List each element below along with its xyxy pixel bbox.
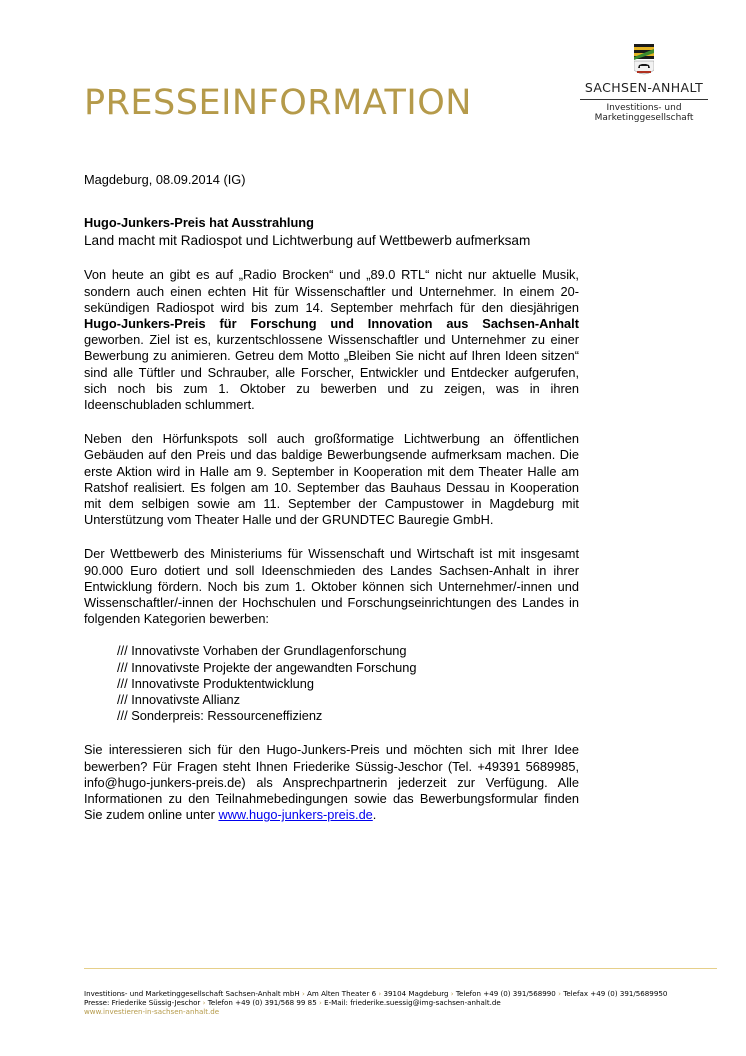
footer-divider	[84, 968, 717, 969]
prize-name: Hugo-Junkers-Preis für Forschung und Innovation aus Sachsen-Anhalt	[84, 316, 579, 332]
list-item: /// Sonderpreis: Ressourceneffizienz	[117, 708, 323, 724]
coat-of-arms-icon	[634, 44, 654, 78]
paragraph-light-advertising: Neben den Hörfunkspots soll auch großformatige Lichtwerbung an öffentlichen Gebäuden auf den Preis und das baldige Bewerbungsende aufmerksam machen. Die erste Aktion wird in Halle am 9. September in Kooperation mit dem Theater Halle am Ratshof realisiert. Es folgen am 10. September das Bauhaus Dessau in Kooperation mit dem selbigen sowie am 11. September der Campustower in Magdeburg mit Unterstützung vom Theater Halle und der GRUNDTEC Bauregie GmbH.	[84, 431, 579, 528]
paragraph-radio-spot	[84, 267, 579, 413]
dateline: Magdeburg, 08.09.2014 (IG)	[84, 172, 246, 187]
footer-separator: ›	[301, 989, 305, 998]
logo-subtitle-1: Investitions- und	[606, 102, 682, 113]
sachsen-anhalt-logo	[574, 44, 714, 124]
list-item: /// Innovativste Produktentwicklung	[117, 675, 315, 691]
footer-phone: Telefon +49 (0) 391/568990	[455, 989, 556, 998]
paragraph4-text: Sie interessieren sich für den Hugo-Junkers-Preis und möchten sich mit Ihrer Idee bewerben? Für Fragen steht Ihnen Friederike Süssig-Jeschor (Tel. +49391 5689985, info@hugo-junkers-preis.de) als Ansprechpartnerin jederzeit zur Verfügung. Alle Informationen zu den Teilnahmebedingungen sowie das Bewerbungsformular finden Sie zudem online unter	[84, 742, 579, 823]
headline: Hugo-Junkers-Preis hat Ausstrahlung	[84, 215, 314, 231]
list-item: /// Innovativste Vorhaben der Grundlagenforschung	[117, 643, 407, 659]
logo-divider	[580, 99, 708, 100]
footer-separator: ›	[450, 989, 454, 998]
subheadline: Land macht mit Radiospot und Lichtwerbung auf Wettbewerb aufmerksam	[84, 233, 531, 249]
paragraph-contact	[84, 742, 579, 823]
category-list	[84, 643, 579, 724]
page-title: PRESSEINFORMATION	[84, 83, 472, 123]
footer-press-email[interactable]: E-Mail: friederike.suessig@img-sachsen-anhalt.de	[324, 998, 501, 1007]
footer-website-link[interactable]: www.investieren-in-sachsen-anhalt.de	[84, 1007, 220, 1016]
paragraph4-end: .	[372, 807, 377, 823]
paragraph1-text-b: geworben. Ziel ist es, kurzentschlossene Wissenschaftler und Unternehmer zu einer Bewerbung zu animieren. Getreu dem Motto „Bleiben Sie nicht auf Ihren Ideen sitzen“ sind alle Tüftler und Schrauber, alle Forscher, Entwickler und Entdecker aufgerufen, sich noch bis zum 1. Oktober zu bewerben und zu zeigen, was in ihren Ideenschubladen schlummert.	[84, 332, 579, 413]
footer-line-1	[84, 989, 724, 998]
logo-subtitle-2: Marketinggesellschaft	[594, 113, 694, 123]
footer-press-contact: Presse: Friederike Süssig-Jeschor	[84, 998, 201, 1007]
list-item: /// Innovativste Projekte der angewandten Forschung	[117, 659, 417, 675]
footer-press-phone: Telefon +49 (0) 391/568 99 85	[207, 998, 317, 1007]
logo-name: SACHSEN-ANHALT	[584, 80, 704, 95]
footer-separator: ›	[202, 998, 206, 1007]
footer-separator: ›	[558, 989, 561, 998]
footer	[84, 989, 724, 1016]
footer-fax: Telefax +49 (0) 391/5689950	[563, 989, 668, 998]
prize-website-link[interactable]: www.hugo-junkers-preis.de	[218, 807, 373, 823]
footer-address: Am Alten Theater 6	[307, 989, 377, 998]
footer-separator: ›	[318, 998, 322, 1007]
footer-company: Investitions- und Marketinggesellschaft Sachsen-Anhalt mbH	[84, 989, 300, 998]
list-item: /// Innovativste Allianz	[117, 692, 241, 708]
footer-city: 39104 Magdeburg	[383, 989, 449, 998]
footer-line-2	[84, 998, 724, 1007]
footer-separator: ›	[378, 989, 382, 998]
paragraph1-text-a: Von heute an gibt es auf „Radio Brocken“ und „89.0 RTL“ nicht nur aktuelle Musik, sondern auch einen echten Hit für Wissenschaftler und Unternehmer. In einem 20-sekündigen Radiospot wird bis zum 14. September mehrfach für den diesjährigen	[84, 267, 579, 315]
paragraph-competition: Der Wettbewerb des Ministeriums für Wissenschaft und Wirtschaft ist mit insgesamt 90.000 Euro dotiert und soll Ideenschmieden des Landes Sachsen-Anhalt in ihrer Entwicklung fördern. Noch bis zum 1. Oktober können sich Unternehmer/-innen und Wissenschaftler/-innen der Hochschulen und Forschungseinrichtungen des Landes in folgenden Kategorien bewerben:	[84, 546, 579, 627]
press-release-body	[84, 172, 579, 824]
